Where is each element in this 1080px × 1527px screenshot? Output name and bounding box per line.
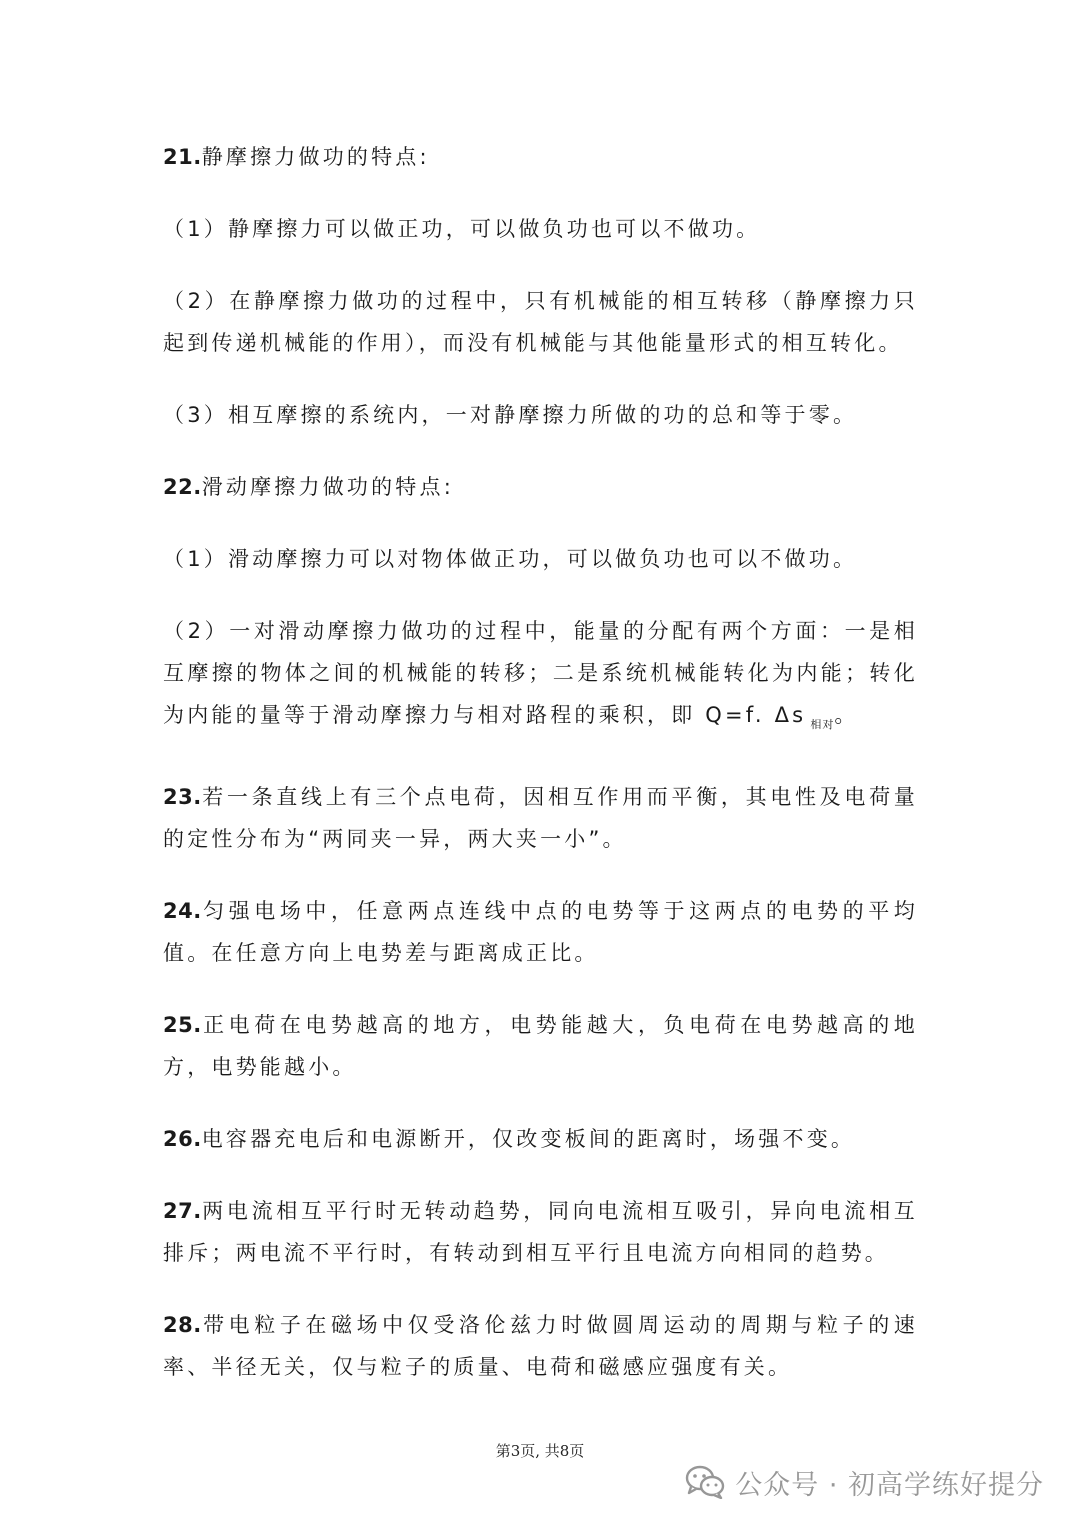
item-28 bbox=[163, 1304, 918, 1388]
item-text: 匀强电场中，任意两点连线中点的电势等于这两点的电势的平均值。在任意方向上电势差与距离成正比。 bbox=[163, 899, 918, 965]
account-watermark bbox=[685, 1462, 1044, 1502]
wechat-icon bbox=[685, 1465, 725, 1499]
item-number: 22. bbox=[163, 475, 202, 499]
item-number: 26. bbox=[163, 1127, 202, 1151]
item-21-point-2 bbox=[163, 280, 918, 364]
item-number: 25. bbox=[163, 1013, 202, 1037]
item-number: 24. bbox=[163, 899, 202, 923]
item-text: 静摩擦力做功的特点: bbox=[201, 145, 430, 169]
item-text: 若一条直线上有三个点电荷，因相互作用而平衡，其电性及电荷量的定性分布为“两同夹一异，两大夹一小”。 bbox=[163, 785, 918, 851]
document-body bbox=[163, 136, 918, 1418]
item-number: 21. bbox=[163, 145, 202, 169]
item-text: 电容器充电后和电源断开，仅改变板间的距离时，场强不变。 bbox=[201, 1127, 856, 1151]
item-text: （3）相互摩擦的系统内，一对静摩擦力所做的功的总和等于零。 bbox=[163, 403, 858, 427]
item-23 bbox=[163, 776, 918, 860]
item-22-heading bbox=[163, 466, 918, 508]
item-text: （1）滑动摩擦力可以对物体做正功，可以做负功也可以不做功。 bbox=[163, 547, 858, 571]
item-26 bbox=[163, 1118, 918, 1160]
item-number: 27. bbox=[163, 1199, 202, 1223]
item-number: 28. bbox=[163, 1313, 202, 1337]
item-21-point-3 bbox=[163, 394, 918, 436]
item-21-heading bbox=[163, 136, 918, 178]
formula-subscript: 相对 bbox=[810, 718, 835, 731]
item-text: （2）在静摩擦力做功的过程中，只有机械能的相互转移（静摩擦力只起到传递机械能的作用），而没有机械能与其他能量形式的相互转化。 bbox=[163, 289, 918, 355]
item-text: （2）一对滑动摩擦力做功的过程中，能量的分配有两个方面：一是相互摩擦的物体之间的机械能的转移；二是系统机械能转化为内能；转化为内能的量等于滑动摩擦力与相对路程的乘积，即 Q=f. Δs bbox=[163, 619, 918, 727]
item-tail: 。 bbox=[834, 703, 859, 727]
item-22-point-1 bbox=[163, 538, 918, 580]
item-text: 带电粒子在磁场中仅受洛伦兹力时做圆周运动的周期与粒子的速率、半径无关，仅与粒子的质量、电荷和磁感应强度有关。 bbox=[163, 1313, 918, 1379]
page-number-footer: 第3页, 共8页 bbox=[495, 1442, 585, 1460]
item-number: 23. bbox=[163, 785, 202, 809]
item-text: （1）静摩擦力可以做正功，可以做负功也可以不做功。 bbox=[163, 217, 761, 241]
item-text: 滑动摩擦力做功的特点: bbox=[201, 475, 454, 499]
item-text: 两电流相互平行时无转动趋势，同向电流相互吸引，异向电流相互排斥；两电流不平行时，有转动到相互平行且电流方向相同的趋势。 bbox=[163, 1199, 918, 1265]
item-25 bbox=[163, 1004, 918, 1088]
item-22-point-2 bbox=[163, 610, 918, 746]
item-text: 正电荷在电势越高的地方，电势能越大，负电荷在电势越高的地方，电势能越小。 bbox=[163, 1013, 918, 1079]
item-24 bbox=[163, 890, 918, 974]
item-27 bbox=[163, 1190, 918, 1274]
watermark-text: 公众号 · 初高学练好提分 bbox=[735, 1469, 1044, 1501]
item-21-point-1 bbox=[163, 208, 918, 250]
